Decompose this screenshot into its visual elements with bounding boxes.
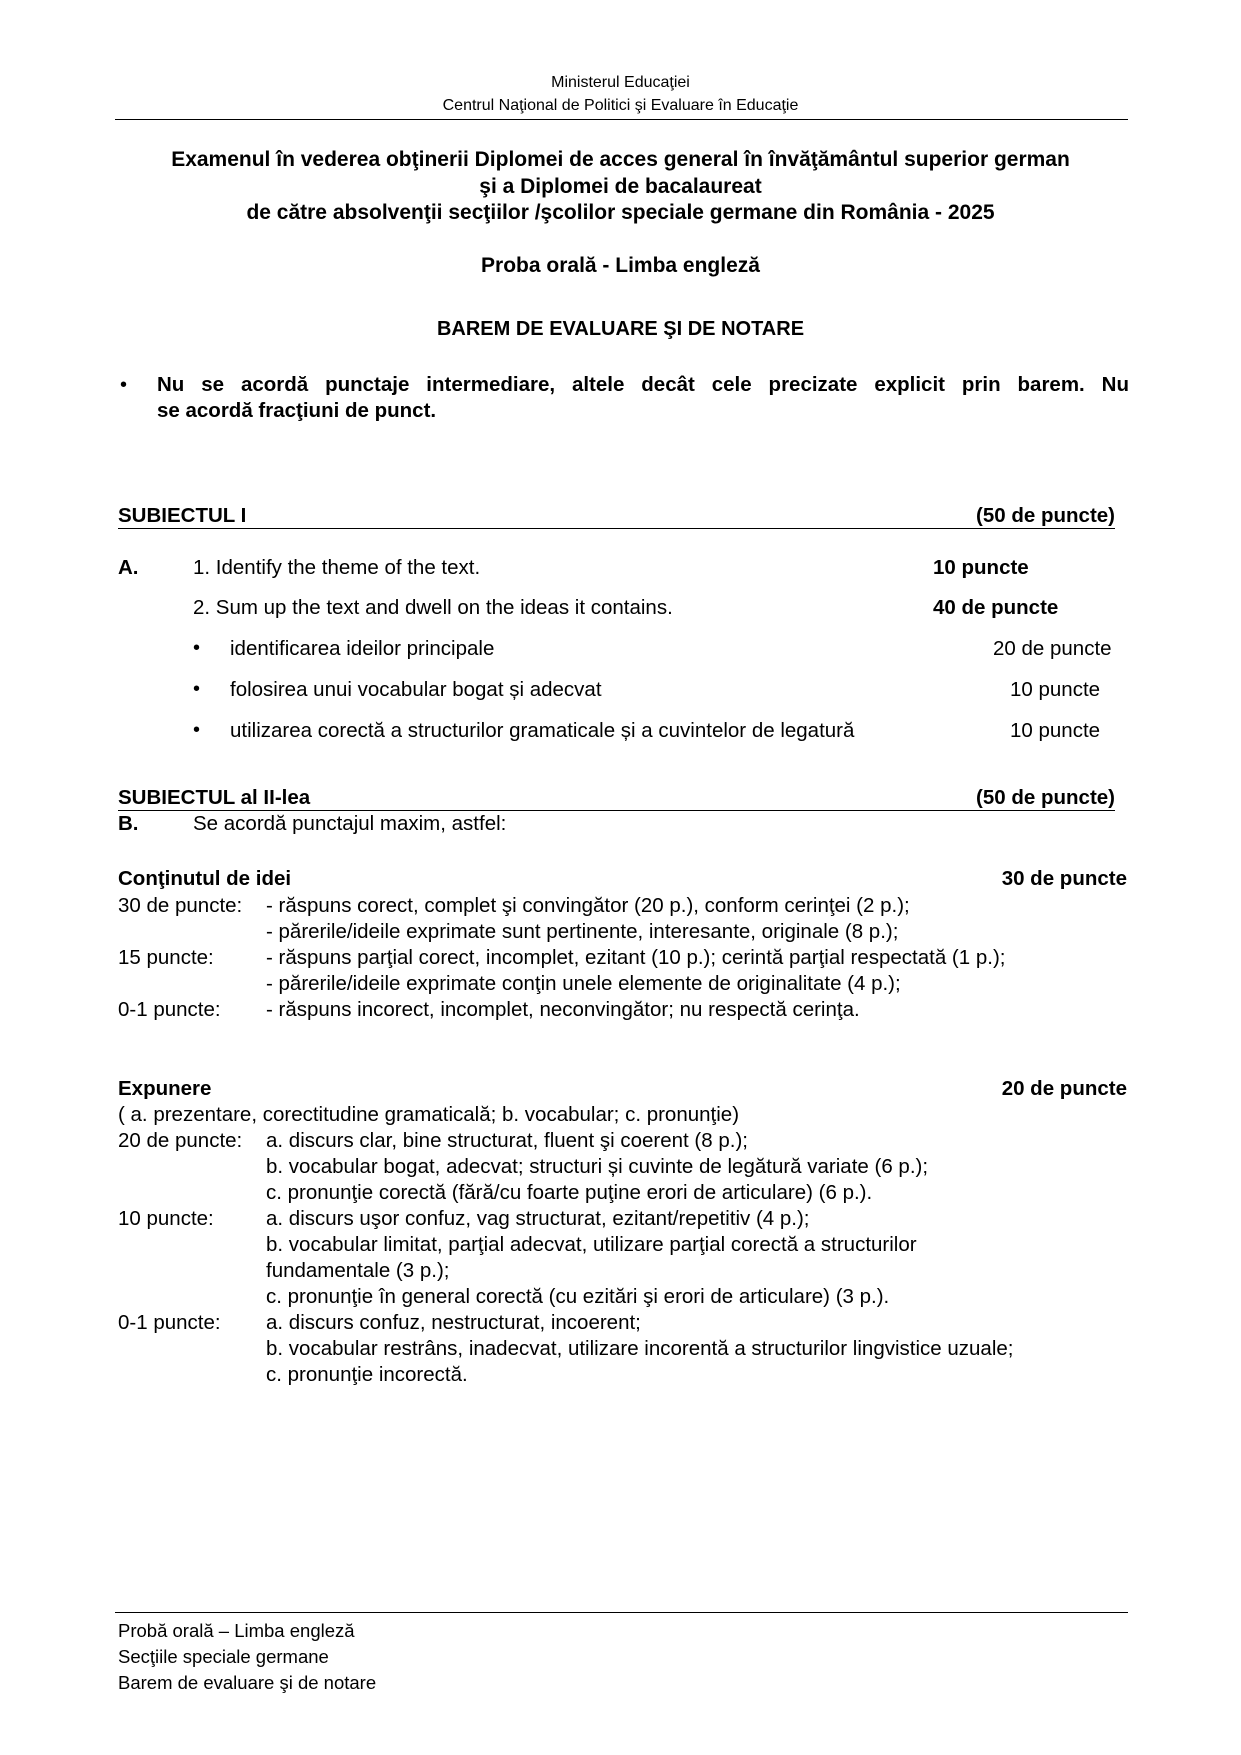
task2-text: 2. Sum up the text and dwell on the ideas it contains. (193, 596, 673, 619)
criterion3-bullet: • (193, 719, 201, 741)
expunere-row4-text: a. discurs uşor confuz, vag structurat, ezitant/repetitiv (4 p.); (266, 1207, 810, 1230)
center-name: Centrul Naţional de Politici şi Evaluare în Educaţie (442, 97, 799, 114)
header-divider (115, 119, 1128, 120)
content-row4-text: - părerile/ideile exprimate conţin unele elemente de originalitate (4 p.); (266, 972, 901, 995)
expunere-title: Expunere (118, 1077, 212, 1100)
footer-divider (115, 1612, 1128, 1613)
expunere-row5-text: b. vocabular limitat, parţial adecvat, utilizare parţial corectă a structurilor (266, 1233, 917, 1256)
content-row5-text: - răspuns incorect, incomplet, neconvingător; nu respectă cerinţa. (266, 998, 860, 1021)
content-row1-label: 30 de puncte: (118, 894, 243, 917)
criterion2-text: folosirea unui vocabular bogat și adecvat (230, 678, 602, 701)
task1-text: 1. Identify the theme of the text. (193, 556, 481, 579)
criterion1-points: 20 de puncte (993, 637, 1112, 660)
expunere-row7-text: c. pronunţie în general corectă (cu ezitări şi erori de articulare) (3 p.). (266, 1285, 890, 1308)
subject2-letter: B. (118, 812, 139, 835)
expunere-row2-text: b. vocabular bogat, adecvat; structuri și cuvinte de legătură variate (6 p.); (266, 1155, 929, 1178)
probe-title: Proba orală - Limba engleză (481, 254, 760, 277)
expunere-row1-label: 20 de puncte: (118, 1129, 243, 1152)
expunere-row8-label: 0-1 puncte: (118, 1311, 221, 1334)
task1-points: 10 puncte (933, 556, 1029, 579)
content-row5-label: 0-1 puncte: (118, 998, 221, 1021)
subject2-intro: Se acordă punctajul maxim, astfel: (193, 812, 507, 835)
note-line1: Nu se acordă punctaje intermediare, altele decât cele precizate explicit prin barem. Nu (157, 373, 1129, 396)
criterion3-text: utilizarea corectă a structurilor gramaticale și a cuvintelor de legatură (230, 719, 855, 742)
criterion1-bullet: • (193, 637, 201, 659)
expunere-subtitle: ( a. prezentare, corectitudine gramaticală; b. vocabular; c. pronunţie) (118, 1103, 740, 1126)
expunere-row3-text: c. pronunţie corectă (fără/cu foarte puţine erori de articulare) (6 p.). (266, 1181, 873, 1204)
subject1-letter: A. (118, 556, 139, 579)
footer-line3: Barem de evaluare şi de notare (118, 1672, 377, 1693)
content-row3-text: - răspuns parţial corect, incomplet, ezitant (10 p.); cerintă parţial respectată (1 p.); (266, 946, 1006, 969)
expunere-row8-text: a. discurs confuz, nestructurat, incoerent; (266, 1311, 641, 1334)
content-row3-label: 15 puncte: (118, 946, 214, 969)
expunere-row9-text: b. vocabular restrâns, inadecvat, utilizare incorentă a structurilor lingvistice uzuale; (266, 1337, 1014, 1360)
exam-title-line3: de către absolvenţii secţiilor /şcolilor speciale germane din România - 2025 (246, 201, 995, 224)
content-row1-text: - răspuns corect, complet şi convingător (20 p.), conform cerinţei (2 p.); (266, 894, 910, 917)
expunere-points: 20 de puncte (1001, 1077, 1127, 1100)
expunere-row1-text: a. discurs clar, bine structurat, fluent şi coerent (8 p.); (266, 1129, 748, 1152)
exam-title-line2: şi a Diplomei de bacalaureat (479, 175, 762, 198)
ministry-name: Ministerul Educaţiei (551, 74, 690, 91)
footer-line2: Secţiile speciale germane (118, 1646, 329, 1667)
subject1-underline (118, 528, 1115, 529)
subject2-underline (118, 810, 1115, 811)
criterion2-bullet: • (193, 678, 201, 700)
subject2-title: SUBIECTUL al II-lea (118, 786, 311, 809)
content-title: Conţinutul de idei (118, 867, 292, 890)
barem-title: BAREM DE EVALUARE ŞI DE NOTARE (436, 318, 805, 340)
expunere-row4-label: 10 puncte: (118, 1207, 214, 1230)
criterion2-points: 10 puncte (1010, 678, 1101, 701)
task2-points: 40 de puncte (933, 596, 1059, 619)
expunere-row10-text: c. pronunţie incorectă. (266, 1363, 468, 1386)
subject2-points: (50 de puncte) (976, 786, 1115, 809)
criterion3-points: 10 puncte (1010, 719, 1101, 742)
content-row2-text: - părerile/ideile exprimate sunt pertinente, interesante, originale (8 p.); (266, 920, 899, 943)
subject1-points: (50 de puncte) (976, 504, 1115, 527)
note-bullet: • (120, 374, 128, 396)
subject1-title: SUBIECTUL I (118, 504, 247, 527)
note-line2: se acordă fracţiuni de punct. (157, 399, 437, 422)
expunere-row6-text: fundamentale (3 p.); (266, 1259, 450, 1282)
criterion1-text: identificarea ideilor principale (230, 637, 495, 660)
footer-line1: Probă orală – Limba engleză (118, 1620, 355, 1641)
content-points: 30 de puncte (1001, 867, 1127, 890)
exam-title-line1: Examenul în vederea obţinerii Diplomei de acces general în învăţământul superior german (171, 148, 1070, 171)
